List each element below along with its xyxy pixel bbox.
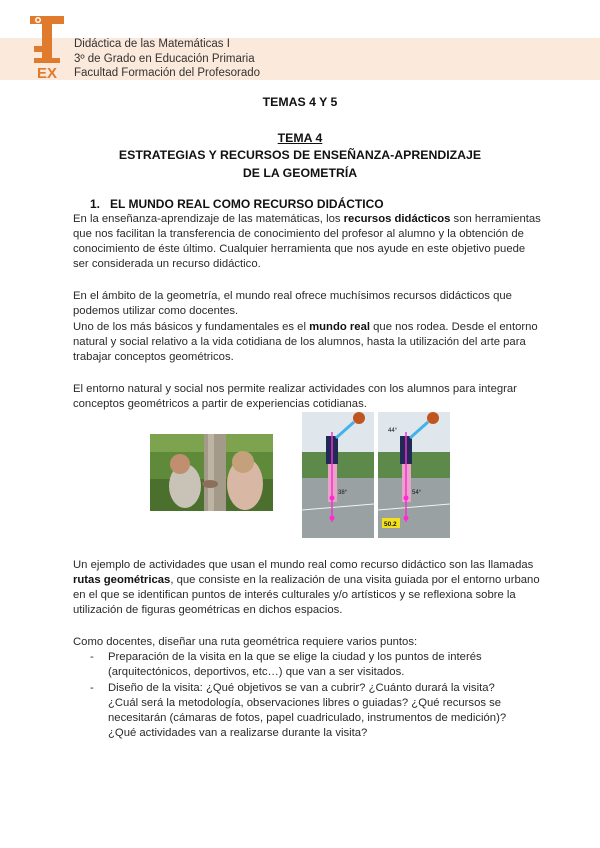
paragraph-geometric-routes: Un ejemplo de actividades que usan el mundo real como recurso didáctico son las llamadas rutas geométricas, que consiste en la realización de una visita guiada por el entorno urbano en el que se identifican puntos de interés culturales y/o artísticos y se reflexiona sobre la utilización de figuras geométricas en dichos espacios.: [73, 559, 540, 616]
course-name: Didáctica de las Matemáticas I: [74, 38, 230, 50]
paragraph-design-intro: Como docentes, diseñar una ruta geométrica requiere varios puntos:: [73, 636, 418, 648]
heading-line-1: ESTRATEGIAS Y RECURSOS DE ENSEÑANZA-APRENDIZAJE: [118, 148, 482, 162]
list-dash: -: [90, 682, 94, 694]
measure-label: 50.2: [384, 521, 397, 528]
angle-label-1: 44°: [388, 428, 398, 434]
photo-children-tree: [150, 434, 273, 511]
section-heading: [90, 197, 384, 211]
paragraph-real-world: Uno de los más básicos y fundamentales es el mundo real que nos rodea. Desde el entorno natural y social relativo a la vida cotidiana de los alumnos, hasta la utilización del arte para trabajar conceptos geométricos.: [73, 321, 538, 363]
paragraph-environment: El entorno natural y social nos permite realizar actividades con los alumnos para integrar conceptos geométricos a partir de experiencias cotidianas.: [73, 383, 517, 410]
paragraph-geometry-world: En el ámbito de la geometría, el mundo real ofrece muchísimos recursos didácticos que podemos utilizar como docentes.: [73, 290, 512, 317]
angle-label-3: 54°: [412, 490, 422, 496]
degree-name: 3º de Grado en Educación Primaria: [74, 52, 255, 65]
list-item-text: Preparación de la visita en la que se elige la ciudad y los puntos de interés (arquitectónicos, deportivos, etc…) que van a ser visitados.: [108, 651, 482, 678]
section-number: 1.: [90, 197, 101, 211]
list-dash: -: [90, 651, 94, 663]
angle-label-2: 38°: [338, 490, 348, 496]
header-text: [74, 37, 260, 81]
photo-basketball-angles: [302, 412, 450, 538]
paragraph-resources: En la enseñanza-aprendizaje de las matemáticas, los recursos didácticos son herramientas que nos facilitan la transferencia de conocimiento del profesor al alumno y la obtención de conocimiento de éste último. Cualquier herramienta que nos ayude en este objetivo puede ser considerada un recurso didáctico.: [73, 213, 541, 270]
topic-title: TEMA 4: [277, 131, 323, 145]
topic-range-title: TEMAS 4 Y 5: [262, 95, 338, 109]
logo-text: EX: [36, 65, 58, 80]
faculty-name: Facultad Formación del Profesorado: [74, 67, 261, 79]
heading-line-2: DE LA GEOMETRÍA: [242, 166, 358, 180]
section-title: EL MUNDO REAL COMO RECURSO DIDÁCTICO: [110, 197, 384, 211]
list-item-text: Diseño de la visita: ¿Qué objetivos se van a cubrir? ¿Cuánto durará la visita? ¿Cuál será la metodología, observaciones libres o guiadas? ¿Qué recursos se necesitarán (cámaras de fotos, papel cuadriculado, instrumentos de medición)? ¿Qué actividades van a realizarse durante la visita?: [108, 682, 507, 739]
university-logo: [28, 16, 66, 80]
